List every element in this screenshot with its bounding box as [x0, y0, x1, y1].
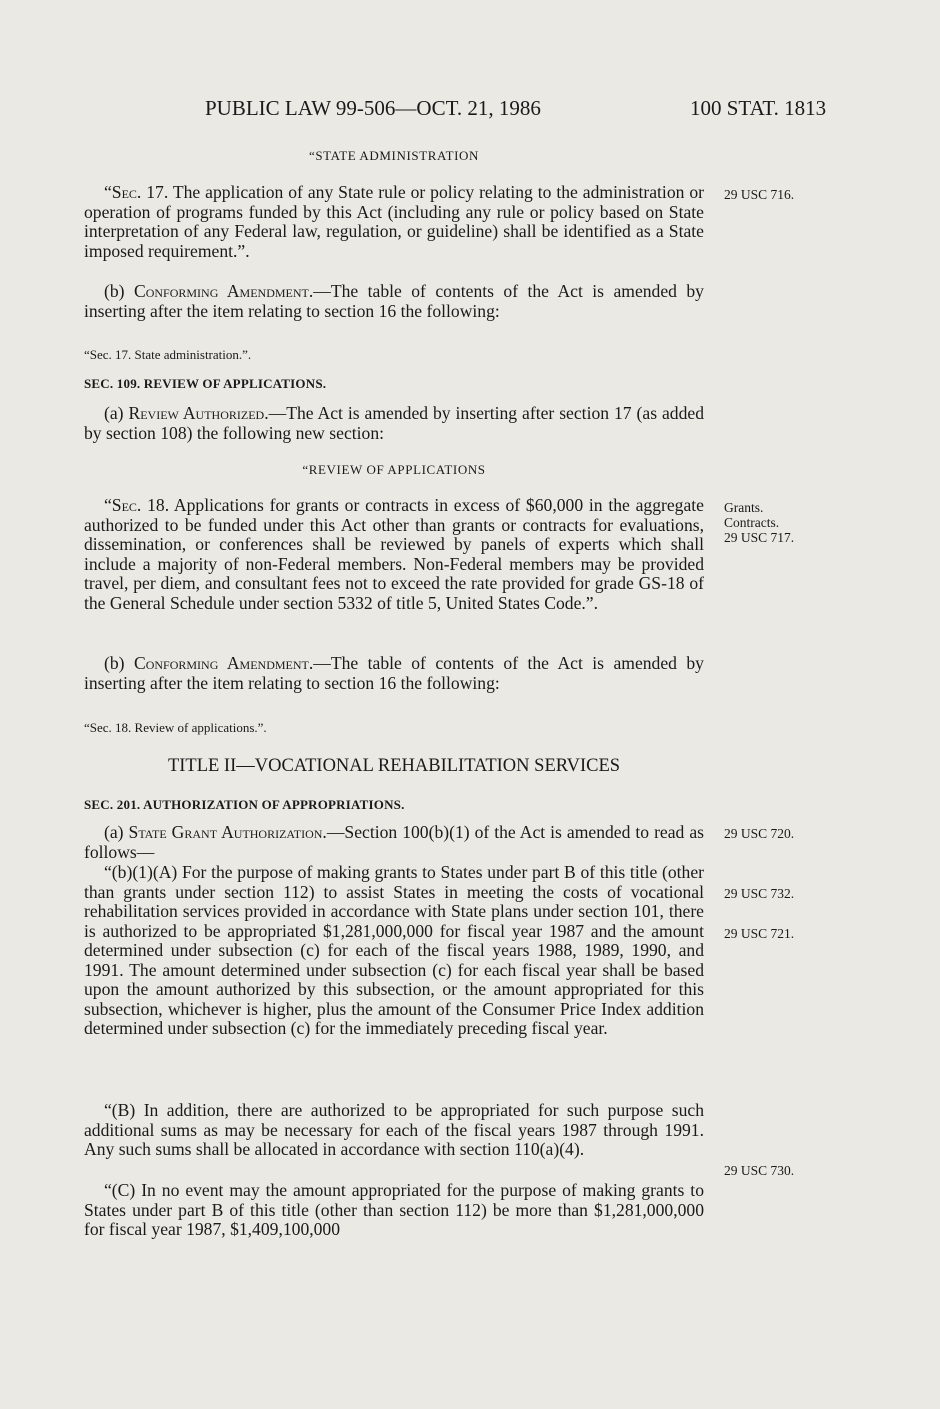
review-authorized: (a) Review Authorized.—The Act is amended by inserting after section 17 (as added by section 108) the following new section:: [84, 403, 704, 443]
margin-note-29usc730: 29 USC 730.: [724, 1163, 795, 1178]
toc-entry-17: “Sec. 17. State administration.”.: [84, 347, 252, 362]
running-header-right: 100 STAT. 1813: [690, 96, 827, 120]
margin-note-29usc716: 29 USC 716.: [724, 187, 795, 202]
margin-note-29usc720: 29 USC 720.: [724, 826, 795, 841]
heading-state-administration: “STATE ADMINISTRATION: [308, 148, 480, 163]
conforming-amendment-1: (b) Conforming Amendment.—The table of contents of the Act is amended by inserting after the item relating to section 16 the following:: [84, 281, 704, 321]
section-17-text: “Sec. 17. The application of any State rule or policy relating to the administration or operation of programs funded by this Act (including any rule or policy based on State interpretation of any Federal law, regulation, or guideline) shall be identified as a State imposed requirement.”.: [84, 182, 704, 261]
section-18-text: “Sec. 18. Applications for grants or contracts in excess of $60,000 in the aggregate authorized to be funded under this Act other than grants or contracts for evaluations, dissemination, or conferences shall be reviewed by panels of experts which shall include a majority of non-Federal members. Non-Federal members may be provided travel, per diem, and consultant fees not to exceed the rate provided for grade GS-18 of the General Schedule under section 5332 of title 5, United States Code.”.: [84, 495, 704, 613]
margin-note-29usc717: 29 USC 717.: [724, 530, 795, 545]
margin-note-29usc721: 29 USC 721.: [724, 926, 795, 941]
margin-note-contracts: Contracts.: [724, 515, 780, 530]
paragraph-b1a: “(b)(1)(A) For the purpose of making grants to States under part B of this title (other than grants under section 112) to assist States in meeting the costs of vocational rehabilitation services provided in accordance with State plans under section 101, there is authorized to be appropriated $1,281,000,000 for fiscal year 1987 and the amount determined under subsection (c) for each of the fiscal years 1988, 1989, 1990, and 1991. The amount determined under subsection (c) for each fiscal year shall be based upon the amount authorized by this subsection, or the amount appropriated for this subsection, whichever is higher, plus the amount of the Consumer Price Index addition determined under subsection (c) for the immediately preceding fiscal year.: [84, 862, 704, 1038]
heading-review-of-applications: “REVIEW OF APPLICATIONS: [302, 462, 486, 477]
margin-note-grants: Grants.: [724, 500, 764, 515]
section-109-heading: SEC. 109. REVIEW OF APPLICATIONS.: [84, 376, 327, 391]
state-grant-authorization: (a) State Grant Authorization.—Section 100(b)(1) of the Act is amended to read as follows—: [84, 822, 704, 862]
paragraph-b-b: “(B) In addition, there are authorized to be appropriated for such purpose such additional sums as may be necessary for each of the fiscal years 1987 through 1991. Any such sums shall be allocated in accordance with section 110(a)(4).: [84, 1100, 704, 1159]
paragraph-b-c: “(C) In no event may the amount appropriated for the purpose of making grants to States under part B of this title (other than section 112) be more than $1,281,000,000 for fiscal year 1987, $1,409,100,000: [84, 1180, 704, 1239]
margin-note-29usc732: 29 USC 732.: [724, 886, 795, 901]
section-201-heading: SEC. 201. AUTHORIZATION OF APPROPRIATIONS.: [84, 797, 405, 812]
running-header-left: PUBLIC LAW 99-506—OCT. 21, 1986: [205, 96, 541, 120]
title-ii-heading: TITLE II—VOCATIONAL REHABILITATION SERVICES: [167, 756, 621, 776]
toc-entry-18: “Sec. 18. Review of applications.”.: [84, 720, 267, 735]
conforming-amendment-2: (b) Conforming Amendment.—The table of contents of the Act is amended by inserting after the item relating to section 16 the following:: [84, 653, 704, 693]
